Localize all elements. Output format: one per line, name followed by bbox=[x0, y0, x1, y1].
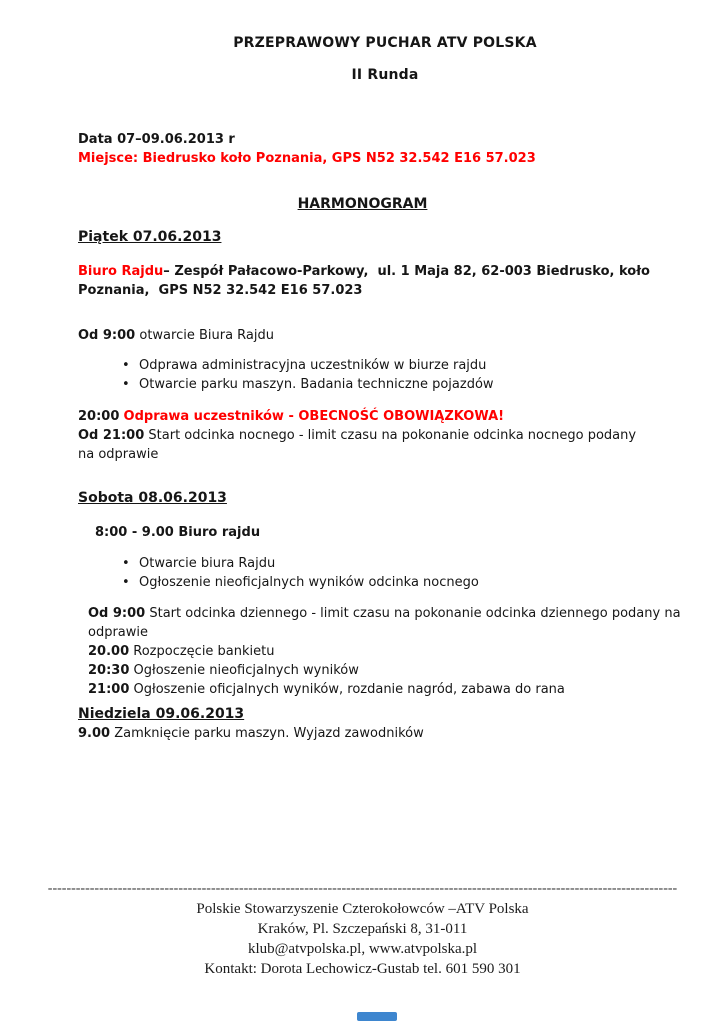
document-subtitle: II Runda bbox=[351, 67, 419, 83]
friday-briefing-text: Odprawa uczestników - OBECNOŚĆ OBOWIĄZKOWA! bbox=[123, 409, 505, 424]
schedule-time: 20.00 bbox=[88, 644, 130, 659]
schedule-row bbox=[88, 642, 694, 661]
sunday-close-time: 9.00 bbox=[78, 726, 111, 741]
saturday-bullet-list bbox=[120, 554, 479, 592]
saturday-office-line: 8:00 - 9.00 Biuro rajdu bbox=[95, 525, 261, 540]
footer-address: Kraków, Pl. Szczepański 8, 31-011 bbox=[257, 921, 468, 937]
friday-heading: Piątek 07.06.2013 bbox=[78, 229, 222, 245]
list-item: • Otwarcie parku maszyn. Badania techniczne pojazdów bbox=[120, 375, 494, 394]
list-item: • Ogłoszenie nieoficjalnych wyników odcinka nocnego bbox=[120, 573, 479, 592]
footer-block bbox=[0, 899, 725, 979]
list-item: • Odprawa administracyjna uczestników w biurze rajdu bbox=[120, 356, 494, 375]
rally-office-label: Biuro Rajdu bbox=[78, 264, 164, 279]
rally-office-address: – Zespół Pałacowo-Parkowy, ul. 1 Maja 82, 62-003 Biedrusko, koło Poznania, GPS N52 32.542 E16 57.023 bbox=[78, 264, 655, 298]
friday-briefing-time: 20:00 bbox=[78, 409, 120, 424]
list-item: • Otwarcie biura Rajdu bbox=[120, 554, 479, 573]
schedule-row bbox=[88, 661, 694, 680]
friday-opening-line bbox=[78, 326, 274, 345]
schedule-heading-row bbox=[0, 195, 725, 214]
friday-section-heading-row bbox=[78, 228, 221, 247]
footer-divider: --------------------------------------------------------------------------------------------------------------------------------------- bbox=[47, 882, 678, 896]
footer-org-name: Polskie Stowarzyszenie Czterokołowców –ATV Polska bbox=[196, 901, 529, 917]
schedule-row bbox=[88, 604, 694, 642]
sunday-section bbox=[78, 705, 424, 743]
friday-night-stage-line bbox=[78, 426, 655, 464]
document-title: PRZEPRAWOWY PUCHAR ATV POLSKA bbox=[233, 35, 537, 51]
schedule-text: Ogłoszenie oficjalnych wyników, rozdanie nagród, zabawa do rana bbox=[133, 682, 565, 697]
schedule-time: 21:00 bbox=[88, 682, 130, 697]
sunday-heading: Niedziela 09.06.2013 bbox=[78, 706, 245, 722]
sunday-section-heading-row bbox=[78, 705, 424, 724]
friday-opening-text: otwarcie Biura Rajdu bbox=[139, 328, 274, 343]
event-location-line: Miejsce: Biedrusko koło Poznania, GPS N52 32.542 E16 57.023 bbox=[78, 151, 536, 166]
schedule-text: Ogłoszenie nieoficjalnych wyników bbox=[133, 663, 359, 678]
saturday-section-heading-row bbox=[78, 489, 227, 508]
footer-contact-person: Kontakt: Dorota Lechowicz-Gustab tel. 601 590 301 bbox=[204, 961, 521, 977]
footer-contact-links: klub@atvpolska.pl, www.atvpolska.pl bbox=[247, 941, 478, 957]
saturday-schedule-rows bbox=[88, 604, 694, 699]
friday-night-time: Od 21:00 bbox=[78, 428, 145, 443]
friday-bullet-list bbox=[120, 356, 494, 394]
friday-night-text: Start odcinka nocnego - limit czasu na pokonanie odcinka nocnego podany na odprawie bbox=[78, 428, 637, 462]
schedule-time: Od 9:00 bbox=[88, 606, 146, 621]
schedule-text: Rozpoczęcie bankietu bbox=[133, 644, 275, 659]
friday-opening-time: Od 9:00 bbox=[78, 328, 136, 343]
page-indicator-bar bbox=[357, 1012, 397, 1021]
schedule-row bbox=[88, 680, 694, 699]
event-date-line: Data 07–09.06.2013 r bbox=[78, 132, 235, 147]
saturday-heading: Sobota 08.06.2013 bbox=[78, 490, 227, 506]
rally-office-line bbox=[78, 262, 696, 300]
friday-briefing-line bbox=[78, 407, 504, 426]
schedule-time: 20:30 bbox=[88, 663, 130, 678]
schedule-heading: HARMONOGRAM bbox=[297, 196, 428, 212]
schedule-text: Start odcinka dziennego - limit czasu na pokonanie odcinka dziennego podany na odprawie bbox=[88, 606, 681, 640]
sunday-close-text: Zamknięcie parku maszyn. Wyjazd zawodników bbox=[114, 726, 424, 741]
sunday-close-line bbox=[78, 724, 424, 743]
